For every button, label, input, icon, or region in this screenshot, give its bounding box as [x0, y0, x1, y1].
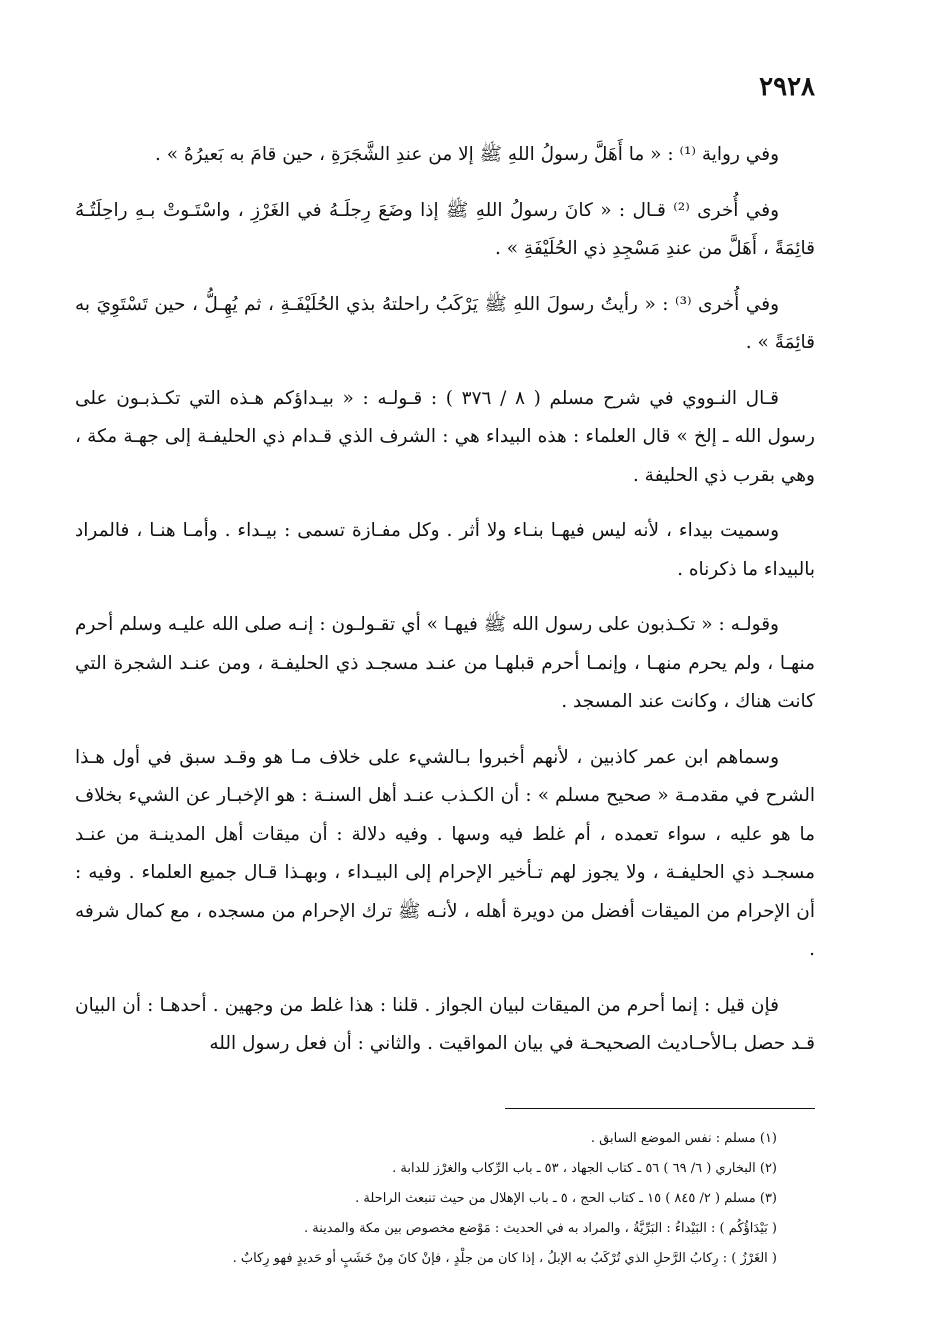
paragraph-6: وقولـه : « تكـذبون على رسول الله ﷺ فيهـا » أي تقـولـون : إنـه صلى الله عليـه وسلم أحرم منهـا ، ولم يحرم منهـا ، وإنمـا أحرم قبلهـا من عنـد مسجـد ذي الحليفـة ، ومن عنـد الشجرة التي كانت هناك ، وكانت عند المسجد .: [75, 614, 816, 712]
paragraph-8: فإن قيل : إنما أحرم من الميقات لبيان الجواز . قلنا : هذا غلط من وجهين . أحدهـا : أن البيان قـد حصل بـالأحـاديث الصحيحـة في بيان المواقيت . والثاني : أن فعل رسول الله: [75, 994, 815, 1054]
paragraph-2: وفي أُخرى ⁽²⁾ قـال : « كانَ رسولُ اللهِ ﷺ إذا وضَعَ رِجلَـهُ في الغَرْزِ ، واسْتَـوتْ بـهِ راحِلَتُـهُ قائِمَةً ، أَهَلَّ من عندِ مَسْجِدِ ذي الحُلَيْفَةِ » .: [75, 199, 815, 259]
footnote-3: (٣) مسلم ( ٢/ ٨٤٥ ) ١٥ ـ كتاب الحج ، ٥ ـ باب الإهلال من حيث تنبعث الراحلة .: [355, 1191, 777, 1206]
footnote-5: ( الغَرْزُ ) : رِكابُ الرَّحلِ الذي تُرْكَبُ به الإبلُ ، إذا كان من جلْدٍ ، فإنْ كانَ مِنْ خَشَبٍ أو حَديدٍ فهو رِكابٌ .: [232, 1251, 777, 1266]
paragraph-5: وسميت بيداء ، لأنه ليس فيهـا بنـاء ولا أثر . وكل مفـازة تسمى : بيـداء . وأمـا هنـا ، فالمراد بالبيداء ما ذكرناه .: [75, 520, 815, 580]
footnote-4: ( بَيْدَاؤُكُم ) : البَيْداءُ : البَرِّيَّةُ ، والمراد به في الحديث : مَوْضع مخصوص بين مكة والمدينة .: [303, 1221, 777, 1236]
book-page: [75, 70, 815, 1320]
body-text: [75, 136, 815, 1081]
paragraph-1: وفي رواية ⁽¹⁾ : « ما أَهَلَّ رسولُ اللهِ ﷺ إلا من عندِ الشَّجَرَةِ ، حين قامَ به بَعيرُهُ » .: [155, 144, 779, 165]
footnote-1: (١) مسلم : نفس الموضع السابق .: [590, 1131, 777, 1146]
footnotes: [75, 1124, 815, 1274]
paragraph-3: وفي أُخرى ⁽³⁾ : « رأيتُ رسولَ اللهِ ﷺ يَرْكَبُ راحلتهُ بذي الحُلَيْفَـةِ ، ثم يُهِـلُّ ، حين تَسْتَوِيَ به قائِمَةً » .: [75, 293, 815, 353]
paragraph-7: وسماهم ابن عمر كاذبين ، لأنهم أخبروا بـالشيء على خلاف مـا هو وقـد سبق في أول هـذا الشرح في مقدمـة « صحيح مسلم » : أن الكـذب عنـد أهل السنـة : هو الإخبـار عن الشيء بخلاف ما هو عليه ، سواء تعمده ، أم غلط فيه وسها . وفيه دلالة : أن ميقات أهل المدينـة من عنـد مسجـد ذي الحليفـة ، ولا يجوز لهم تـأخير الإحرام إلى البيـداء ، وبهـذا قـال جميع العلماء . وفيه : أن الإحرام من الميقات أفضل من دويرة أهله ، لأنـه ﷺ ترك الإحرام من مسجده ، مع كمال شرفه .: [75, 746, 815, 960]
footnote-2: (٢) البخاري ( ٦/ ٦٩ ) ٥٦ ـ كتاب الجهاد ، ٥٣ ـ باب الرِّكاب والغرْز للدابة .: [392, 1161, 777, 1176]
paragraph-4: قـال النـووي في شرح مسلم ( ٨ / ٣٧٦ ) : قـولـه : « بيـداؤكم هـذه التي تكـذبـون على رسول الله ـ إلخ » قال العلماء : هذه البيداء هي : الشرف الذي قـدام ذي الحليفـة إلى جهـة مكة ، وهي بقرب ذي الحليفة .: [75, 387, 815, 486]
footnote-divider: [505, 1108, 815, 1109]
page-number: ٢٩٢٨: [759, 72, 815, 102]
